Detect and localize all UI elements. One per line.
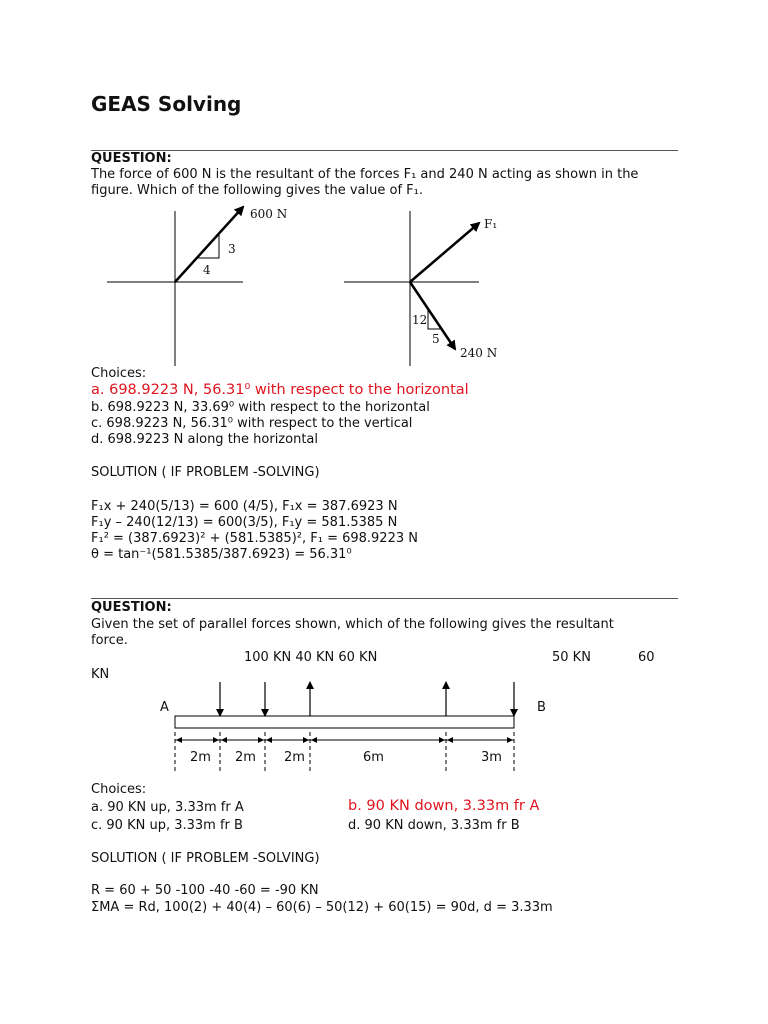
dimension-label: 2m [190,750,211,765]
point-a-label: A [160,700,169,715]
solution-line: θ = tan⁻¹(581.5385/387.6923) = 56.31⁰ [91,547,352,562]
choice-d: d. 90 KN down, 3.33m fr B [348,818,520,833]
page-title: GEAS Solving [91,92,242,116]
dimension-label: 3m [481,750,502,765]
solution-line: ΣMA = Rd, 100(2) + 40(4) – 60(6) – 50(12) + 60(15) = 90d, d = 3.33m [91,900,553,915]
choice-a-correct: a. 698.9223 N, 56.31⁰ with respect to the horizontal [91,382,469,398]
force-label: 240 N [460,346,498,360]
question-text: Given the set of parallel forces shown, which of the following gives the resultant [91,617,614,632]
rise-label: 3 [228,242,236,256]
choice-c: c. 90 KN up, 3.33m fr B [91,818,243,833]
choice-b-correct: b. 90 KN down, 3.33m fr A [348,798,540,814]
solution-label: SOLUTION ( IF PROBLEM -SOLVING) [91,465,320,480]
question-label: QUESTION: [91,151,172,166]
force-label: 600 N [250,207,288,221]
run-label: 5 [432,332,440,346]
dimension-label: 2m [235,750,256,765]
choice-a: a. 90 KN up, 3.33m fr A [91,800,244,815]
choice-b: b. 698.9223 N, 33.69⁰ with respect to the horizontal [91,400,430,415]
force-value: 60 [638,650,655,665]
solution-label: SOLUTION ( IF PROBLEM -SOLVING) [91,851,320,866]
force-value: 50 KN [552,650,591,665]
choice-d: d. 698.9223 N along the horizontal [91,432,318,447]
run-label: 4 [203,263,211,277]
choices-label: Choices: [91,782,147,797]
point-b-label: B [537,700,546,715]
question-text: The force of 600 N is the resultant of the forces F₁ and 240 N acting as shown in the [91,167,639,182]
dimension-label: 2m [284,750,305,765]
choices-label: Choices: [91,366,147,381]
solution-line: F₁² = (387.6923)² + (581.5385)², F₁ = 698.9223 N [91,531,418,546]
choice-c: c. 698.9223 N, 56.31⁰ with respect to the vertical [91,416,413,431]
question-text: figure. Which of the following gives the value of F₁. [91,183,423,198]
beam [175,716,514,728]
rise-label: 12 [412,313,428,327]
solution-line: F₁x + 240(5/13) = 600 (4/5), F₁x = 387.6923 N [91,499,398,514]
f1-label: F₁ [484,217,498,231]
solution-line: F₁y – 240(12/13) = 600(3/5), F₁y = 581.5385 N [91,515,398,530]
force-values: 100 KN 40 KN 60 KN [244,650,378,665]
force-unit: KN [91,667,110,682]
dimension-label: 6m [363,750,384,765]
question-label: QUESTION: [91,600,172,615]
question-text: force. [91,633,128,648]
solution-line: R = 60 + 50 -100 -40 -60 = -90 KN [91,883,319,898]
